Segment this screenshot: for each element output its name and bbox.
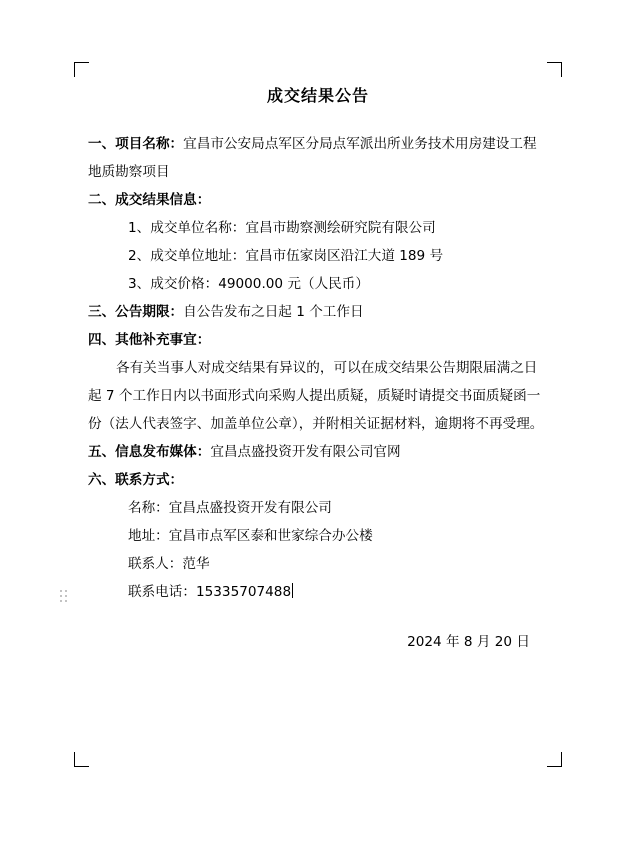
document-content xyxy=(88,74,548,656)
section-project-name-text: 宜昌市公安局点军区分局点军派出所业务技术用房建设工程地质勘察项目 xyxy=(88,136,537,180)
crop-mark-top-right xyxy=(547,62,562,77)
result-item-2: 2、成交单位地址：宜昌市伍家岗区沿江大道 189 号 xyxy=(128,248,444,264)
section-project-name xyxy=(88,130,548,186)
page-title: 成交结果公告 xyxy=(266,86,369,105)
section-media xyxy=(88,438,548,466)
contact-address: 地址：宜昌市点军区泰和世家综合办公楼 xyxy=(128,528,373,544)
drag-handle-icon[interactable] xyxy=(60,590,69,603)
section-supplement-text: 各有关当事人对成交结果有异议的，可以在成交结果公告期限届满之日起 7 个工作日内以书面形式向采购人提出质疑，质疑时请提交书面质疑函一份（法人代表签字、加盖单位公章），并附相关证据材料，逾期将不再受理。 xyxy=(88,360,544,432)
section-notice-period-text: 自公告发布之日起 1 个工作日 xyxy=(183,304,364,320)
contact-name: 名称：宜昌点盛投资开发有限公司 xyxy=(128,500,332,516)
section-project-name-heading: 一、项目名称： xyxy=(88,136,184,152)
contact-phone xyxy=(88,578,548,606)
section-media-text: 宜昌点盛投资开发有限公司官网 xyxy=(210,444,401,460)
crop-mark-bottom-right xyxy=(547,752,562,767)
section-result-heading: 二、成交结果信息： xyxy=(88,192,211,208)
crop-mark-top-left xyxy=(74,62,89,77)
result-item-1: 1、成交单位名称：宜昌市勘察测绘研究院有限公司 xyxy=(128,220,436,236)
result-item-3: 3、成交价格：49000.00 元（人民币） xyxy=(128,276,369,292)
crop-mark-bottom-left xyxy=(74,752,89,767)
section-supplement-heading: 四、其他补充事宜： xyxy=(88,332,211,348)
section-notice-period xyxy=(88,298,548,326)
document-date: 2024 年 8 月 20 日 xyxy=(407,634,530,650)
section-contact-heading: 六、联系方式： xyxy=(88,472,184,488)
contact-phone-text: 联系电话：15335707488 xyxy=(128,584,292,600)
section-notice-period-heading: 三、公告期限： xyxy=(88,304,184,320)
text-cursor xyxy=(292,583,293,598)
section-media-heading: 五、信息发布媒体： xyxy=(88,444,211,460)
contact-person: 联系人：范华 xyxy=(128,556,210,572)
